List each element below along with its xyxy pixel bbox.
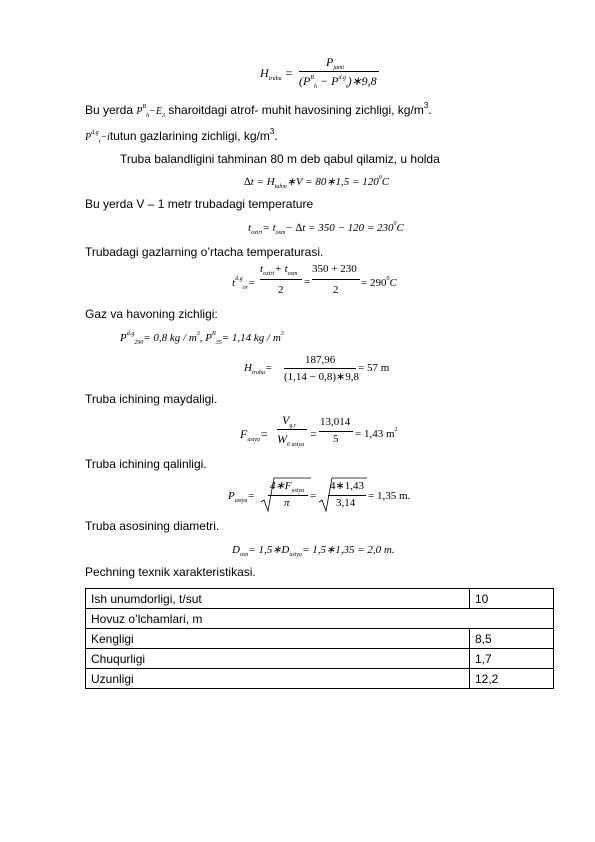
table-cell-label: Kengligi (86, 629, 470, 649)
eq1-lhs: H (260, 66, 269, 80)
eq8-fraction-bar-2 (328, 495, 366, 496)
equation-base-diameter: $D_{osn}=$ $1,5∗D_{ustya}=$ 1,5∗1,35 = 2,0 m. (232, 544, 395, 558)
equation-end-temperature: $t_{oxiri}= t_{osm}- \Delta t = 350 - 120 = 230^0C$ (248, 221, 404, 236)
paragraph-gas-density: $P^{d.g}_t-itutun$ gazlarining zichligi, $kg/m^3$. (85, 127, 278, 145)
paragraph-technical-characteristics: Pechning texnik xarakteristikasi. (85, 565, 256, 579)
table-row (86, 649, 554, 669)
eq7-fraction-bar-1 (277, 429, 307, 430)
eq4-fraction-bar-1 (260, 279, 302, 280)
table-cell-value: 1,7 (470, 649, 554, 669)
table-cell-value: 10 (470, 589, 554, 609)
table-cell-value: 12,2 (470, 669, 554, 689)
equation-densities: $P^{d.g}_{290}= 0,8$ kg / $m^3$, $P^B_{35}= 1,14$ kg / $m^3$ (120, 331, 284, 346)
table-cell-label: Uzunligi (86, 669, 470, 689)
characteristics-table (85, 588, 554, 689)
table-cell-label: Ish unumdorligi, t/sut (86, 589, 470, 609)
paragraph-densities: Gaz va havoning zichligi: (85, 307, 218, 321)
eq6-fraction-bar (284, 368, 356, 369)
paragraph-base-diameter: Truba asosining diametri. (85, 519, 220, 533)
eq7-fraction-bar-2 (319, 431, 353, 432)
table-cell-value: 8,5 (470, 629, 554, 649)
eq1-den-a: (P (299, 74, 311, 88)
paragraph-air-density: Bu yerda $P^B_h-E_3$ sharoitdagi atrof- muhit havosining zichligi, $kg/m^3$. (85, 101, 432, 119)
eq1-den-c: )∗9,8 (347, 74, 377, 88)
paragraph-inner-area: Truba ichining maydaligi. (85, 392, 218, 406)
eq1-den-b: − P (320, 74, 339, 88)
eq1-numerator-sub: jami (333, 65, 345, 71)
table-cell-label: Hovuz o’lchamlari, m (86, 609, 554, 629)
eq8-fraction-bar-1 (268, 495, 308, 496)
eq4-fraction-bar-2 (312, 279, 360, 280)
equation-temperature-drop: $\Delta t = H_{tahm}∗V$ = 80∗1,5 = $120^0C$ (244, 175, 390, 190)
eq1-numerator: P (326, 55, 334, 69)
eq1-fraction-bar (299, 71, 379, 72)
table-row (86, 669, 554, 689)
table-cell-label: Chuqurligi (86, 649, 470, 669)
paragraph-assumed-height: Truba balandligini tahminan 80 m deb qabul qilamiz, u holda (120, 152, 440, 166)
table-row (86, 629, 554, 649)
paragraph-average-temperature: Trubadagi gazlarning o’rtacha temperaturasi. (85, 245, 324, 259)
table-row (86, 609, 554, 629)
paragraph-inner-thickness: Truba ichining qalinligi. (85, 457, 207, 471)
table-row (86, 589, 554, 609)
paragraph-v-definition: Bu yerda V – 1 metr trubadagi temperature (85, 197, 314, 211)
eq1-lhs-sub: truba (268, 76, 282, 82)
